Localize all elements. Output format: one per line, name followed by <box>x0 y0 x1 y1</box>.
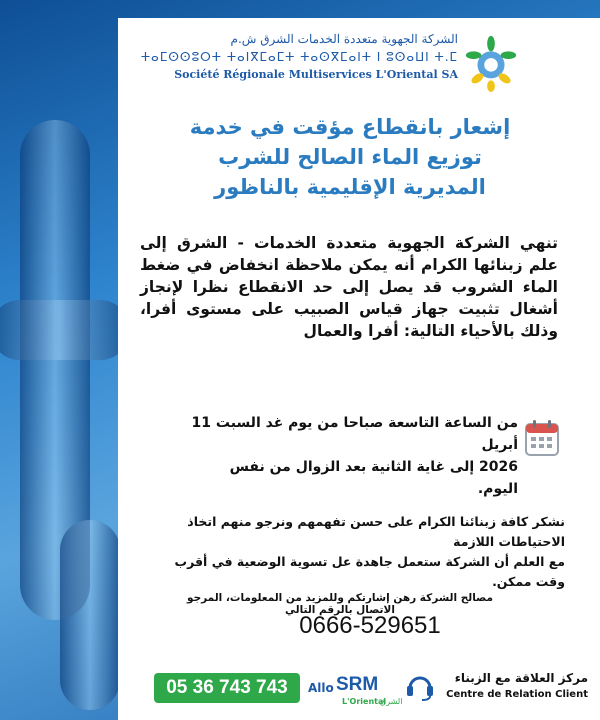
outage-schedule <box>190 412 518 500</box>
notice-body: تنهي الشركة الجهوية متعددة الخدمات - الشرق إلى علم زبنائها الكرام أنه يمكن ملاحظة انخفاض في ضغط الماء الشروب قد يصل إلى حد الانقطاع نظرا لإنجاز أشغال تثبيت جهاز قياس الصبيب على مستوى أفرا، وذلك بالأحياء التالية: أفرا والعمال <box>140 234 558 340</box>
green-number-badge[interactable]: 05 36 743 743 <box>154 673 300 703</box>
background-pipe <box>0 300 130 360</box>
company-name-tifinagh: ⵜⴰⵎⵙⵙⵓⵔⵜ ⵜⴰⵏⴳⵎⴰⵎⵜ ⵜⴰⵙⴳⵎⴰⵏⵜ ⵏ ⵓⵙⴰⵡⵏ ⵜ.ⵎ <box>140 50 458 64</box>
company-logo <box>140 28 528 98</box>
title-line: المديرية الإقليمية بالناظور <box>214 175 486 199</box>
thanks-line: مع العلم أن الشركة ستعمل جاهدة عل تسوية الوضعية في أقرب وقت ممكن. <box>174 554 565 589</box>
contact-info-text: مصالح الشركة رهن إشارتكم وللمزيد من المعلومات، المرجو الاتصال بالرقم التالي <box>187 592 493 616</box>
thanks-line: نشكر كافة زبنائنا الكرام على حسن تفهمهم ونرجو منهم اتخاذ الاحتياطات اللازمة <box>187 514 565 549</box>
notice-title <box>150 112 550 202</box>
water-drop-logo-icon <box>462 30 520 92</box>
company-name-fr: Société Régionale Multiservices L'Oriental SA <box>174 68 458 81</box>
srm-sub-fr: L'Oriental <box>342 697 387 706</box>
schedule-line: 2026 إلى غاية الثانية بعد الزوال من نفس اليوم. <box>229 459 518 497</box>
client-center-ar: مركز العلاقة مع الزبناء <box>454 671 588 685</box>
title-line: توزيع الماء الصالح للشرب <box>218 145 482 169</box>
srm-logo-text: SRM <box>336 674 379 695</box>
title-line: إشعار بانقطاع مؤقت في خدمة <box>189 115 511 139</box>
client-center-fr: Centre de Relation Client <box>446 689 588 700</box>
company-name-ar: الشركة الجهوية متعددة الخدمات الشرق ش.م <box>230 32 458 46</box>
contact-phone-number[interactable]: 0666-529651 <box>299 612 441 639</box>
srm-sub-ar: الشرق <box>380 697 403 706</box>
thanks-message <box>150 512 565 592</box>
background-pipe <box>60 520 120 710</box>
headset-icon <box>405 670 435 702</box>
calendar-icon <box>524 419 560 457</box>
schedule-line: من الساعة التاسعة صباحا من يوم غد السبت 11 أبريل <box>191 415 518 453</box>
allo-label: Allo <box>308 681 334 695</box>
